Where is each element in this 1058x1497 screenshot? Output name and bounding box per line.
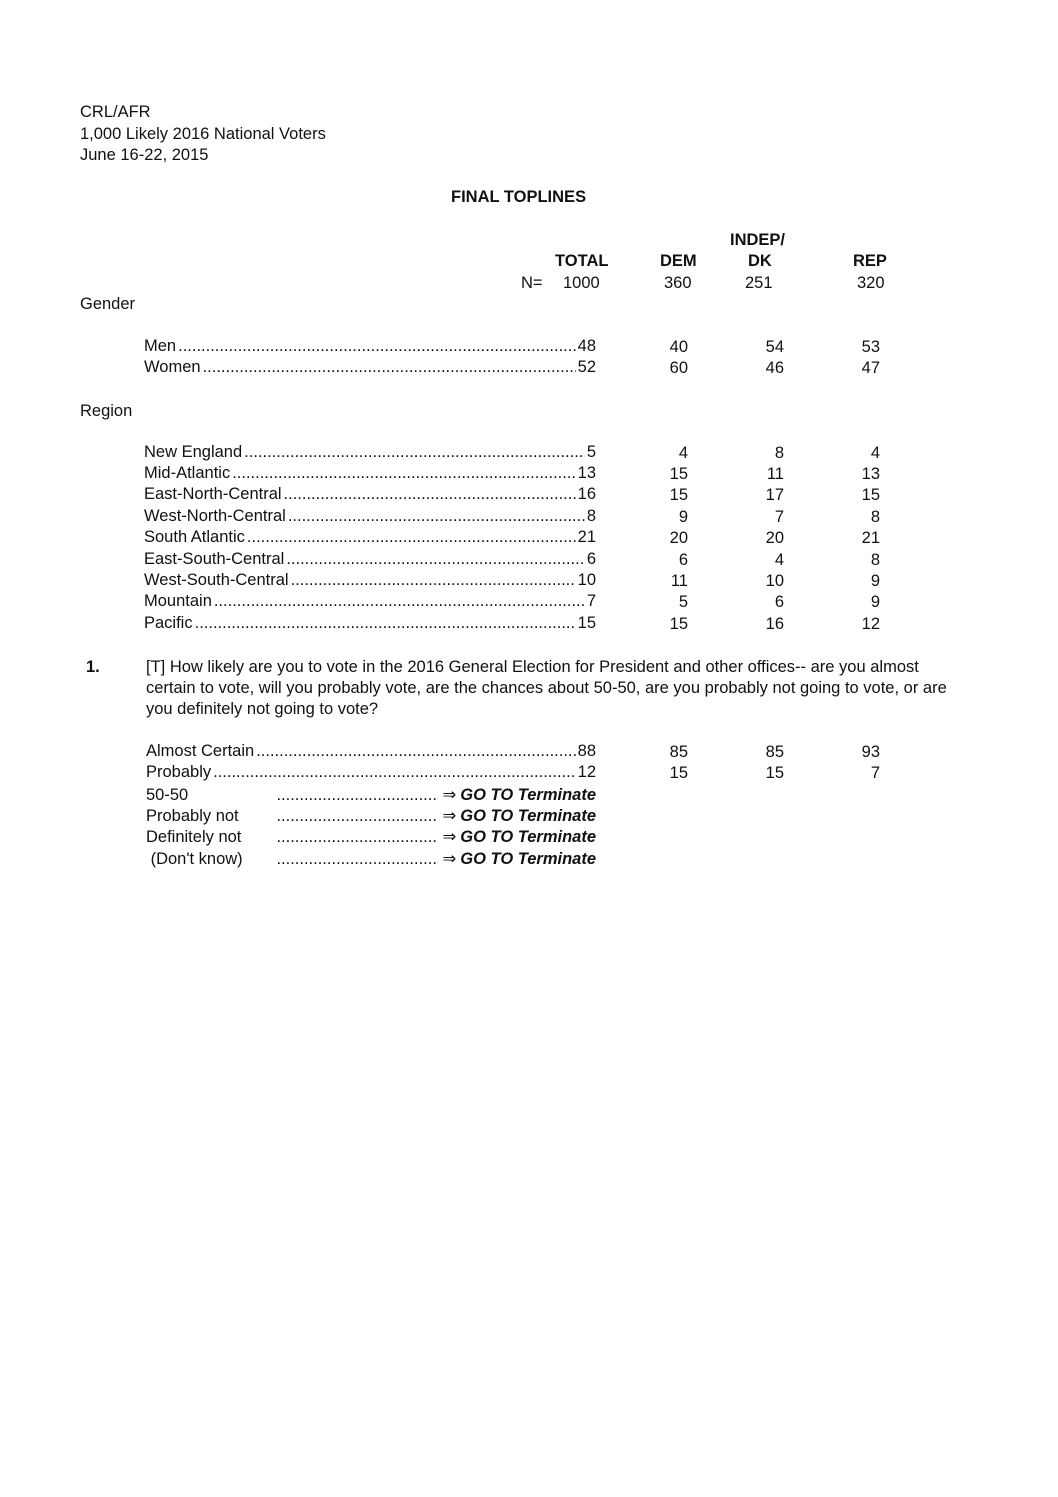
leader-dots xyxy=(276,828,436,847)
header-sample: 1,000 Likely 2016 National Voters xyxy=(80,125,326,143)
cell-rep: 8 xyxy=(870,551,880,569)
cell-dem: 15 xyxy=(669,465,688,483)
col-dem: DEM xyxy=(660,252,697,270)
row-label: East-South-Central xyxy=(144,550,285,568)
terminate-instruction: GO TO Terminate xyxy=(460,786,596,804)
leader-dots xyxy=(276,850,436,869)
n-label: N= xyxy=(521,274,543,292)
cell-dem: 4 xyxy=(678,444,688,462)
arrow-icon: ⇒ xyxy=(442,807,457,825)
leader-dots xyxy=(256,742,575,761)
leader-dots xyxy=(213,763,576,782)
section-heading-region: Region xyxy=(80,402,133,420)
leader-dots xyxy=(178,337,576,356)
cell-indep: 7 xyxy=(774,508,784,526)
row-label: East-North-Central xyxy=(144,485,282,503)
cell-total: 10 xyxy=(577,571,596,589)
cell-indep: 4 xyxy=(774,551,784,569)
cell-indep: 8 xyxy=(774,444,784,462)
terminate-row xyxy=(146,806,596,826)
leader-dots xyxy=(288,507,585,526)
cell-rep: 21 xyxy=(861,529,880,547)
cell-dem: 9 xyxy=(678,508,688,526)
cell-indep: 15 xyxy=(765,764,784,782)
cell-dem: 15 xyxy=(669,764,688,782)
arrow-icon: ⇒ xyxy=(442,828,457,846)
cell-total: 52 xyxy=(577,358,596,376)
row-label: Mountain xyxy=(144,592,212,610)
cell-rep: 9 xyxy=(870,593,880,611)
leader-dots xyxy=(244,443,585,462)
cell-indep: 85 xyxy=(765,743,784,761)
row-label: West-North-Central xyxy=(144,507,286,525)
row-label: South Atlantic xyxy=(144,528,245,546)
cell-indep: 54 xyxy=(765,338,784,356)
cell-dem: 15 xyxy=(669,615,688,633)
cell-indep: 17 xyxy=(765,486,784,504)
cell-total: 48 xyxy=(577,337,596,355)
col-rep: REP xyxy=(853,252,887,270)
leader-dots xyxy=(247,528,576,547)
cell-dem: 20 xyxy=(669,529,688,547)
row-label: Men xyxy=(144,337,177,355)
cell-indep: 20 xyxy=(765,529,784,547)
question-number: 1. xyxy=(86,658,100,676)
row-label: Mid-Atlantic xyxy=(144,464,231,482)
cell-dem: 85 xyxy=(669,743,688,761)
cell-rep: 12 xyxy=(861,615,880,633)
cell-total: 7 xyxy=(586,592,596,610)
cell-total: 5 xyxy=(586,443,596,461)
cell-rep: 4 xyxy=(870,444,880,462)
cell-dem: 40 xyxy=(669,338,688,356)
cell-total: 12 xyxy=(577,763,596,781)
row-label: Almost Certain xyxy=(146,742,255,760)
n-rep: 320 xyxy=(857,274,885,292)
terminate-row xyxy=(146,827,596,847)
cell-indep: 11 xyxy=(766,465,784,483)
cell-rep: 7 xyxy=(870,764,880,782)
header-org: CRL/AFR xyxy=(80,103,151,121)
row-label: West-South-Central xyxy=(144,571,289,589)
terminate-instruction: GO TO Terminate xyxy=(460,828,596,846)
row-label: Probably not xyxy=(146,807,239,825)
cell-rep: 53 xyxy=(861,338,880,356)
n-total: 1000 xyxy=(563,274,600,292)
cell-rep: 13 xyxy=(861,465,880,483)
cell-indep: 16 xyxy=(765,615,784,633)
col-indep-bottom: DK xyxy=(748,252,772,270)
terminate-instruction: GO TO Terminate xyxy=(460,850,596,868)
cell-total: 88 xyxy=(577,742,596,760)
terminate-row xyxy=(146,849,596,869)
leader-dots xyxy=(276,807,436,826)
n-indep: 251 xyxy=(745,274,773,292)
leader-dots xyxy=(286,550,584,569)
leader-dots xyxy=(284,485,576,504)
cell-rep: 93 xyxy=(861,743,880,761)
leader-dots xyxy=(232,464,575,483)
leader-dots xyxy=(203,358,576,377)
row-label: Definitely not xyxy=(146,828,242,846)
row-label: Women xyxy=(144,358,201,376)
header-dates: June 16-22, 2015 xyxy=(80,146,209,164)
row-label: 50-50 xyxy=(146,786,189,804)
cell-dem: 15 xyxy=(669,486,688,504)
terminate-row xyxy=(146,785,596,805)
cell-total: 15 xyxy=(577,614,596,632)
cell-total: 21 xyxy=(577,528,596,546)
row-label: New England xyxy=(144,443,243,461)
n-dem: 360 xyxy=(664,274,692,292)
leader-dots xyxy=(214,592,585,611)
cell-dem: 11 xyxy=(670,572,688,590)
cell-indep: 6 xyxy=(774,593,784,611)
cell-dem: 6 xyxy=(678,551,688,569)
terminate-instruction: GO TO Terminate xyxy=(460,807,596,825)
leader-dots xyxy=(291,571,576,590)
question-text: [T] How likely are you to vote in the 2016 General Election for President and other offices-- are you almost certain to vote, will you probably vote, are the chances about 50-50, are you probably not going to vote, or are you definitely not going to vote? xyxy=(146,658,947,718)
cell-dem: 5 xyxy=(678,593,688,611)
row-label: Probably xyxy=(146,763,212,781)
cell-indep: 46 xyxy=(765,359,784,377)
col-indep-top: INDEP/ xyxy=(730,231,786,249)
cell-rep: 15 xyxy=(861,486,880,504)
cell-total: 13 xyxy=(577,464,596,482)
cell-rep: 8 xyxy=(870,508,880,526)
section-heading-gender: Gender xyxy=(80,295,136,313)
col-total: TOTAL xyxy=(555,252,609,270)
leader-dots xyxy=(276,786,436,805)
page-title: FINAL TOPLINES xyxy=(451,188,587,206)
row-label: Pacific xyxy=(144,614,193,632)
cell-dem: 60 xyxy=(669,359,688,377)
cell-indep: 10 xyxy=(765,572,784,590)
row-label: (Don't know) xyxy=(146,850,243,868)
cell-total: 8 xyxy=(586,507,596,525)
leader-dots xyxy=(195,614,576,633)
cell-rep: 47 xyxy=(861,359,880,377)
arrow-icon: ⇒ xyxy=(442,850,457,868)
cell-rep: 9 xyxy=(870,572,880,590)
arrow-icon: ⇒ xyxy=(442,786,457,804)
cell-total: 16 xyxy=(577,485,596,503)
cell-total: 6 xyxy=(586,550,596,568)
